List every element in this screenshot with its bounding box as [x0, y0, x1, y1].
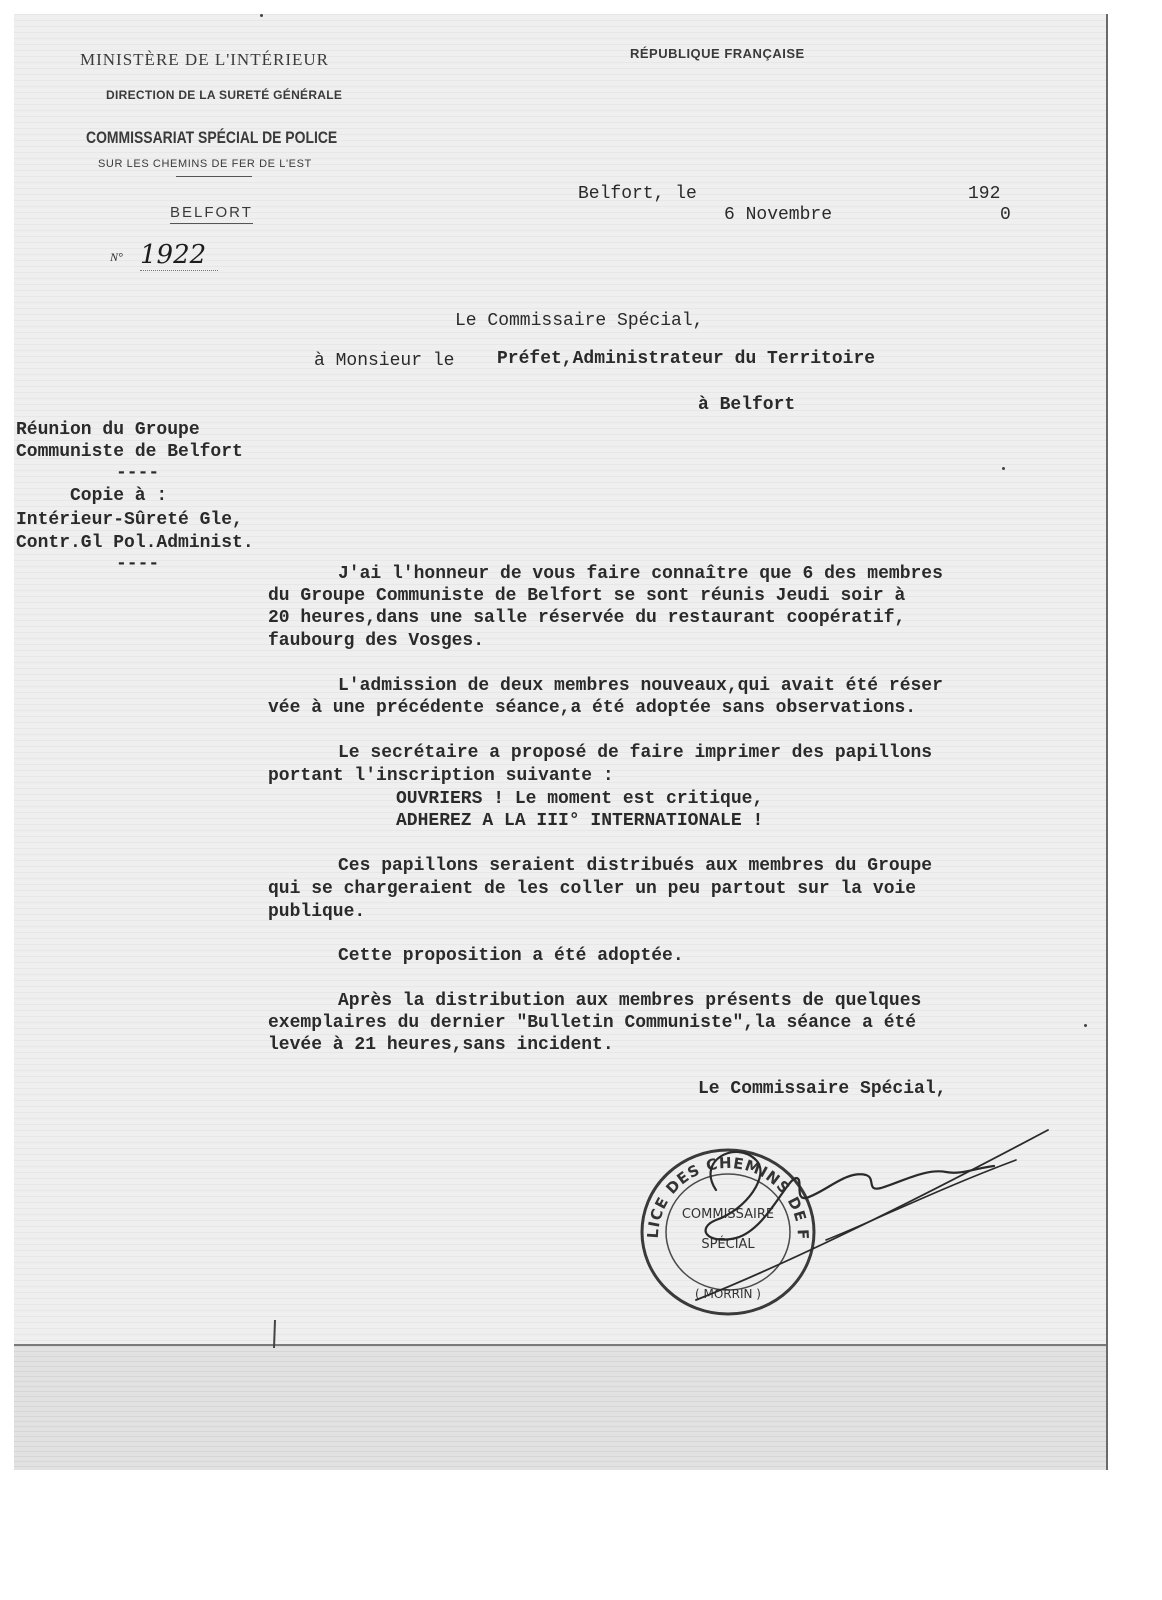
date-year-digit: 0 — [1000, 205, 1011, 225]
date-place: Belfort, le — [578, 184, 697, 204]
date-year-print: 192 — [968, 184, 1001, 204]
body-line: Le secrétaire a proposé de faire imprimer des papillons — [338, 743, 933, 763]
railway-heading: SUR LES CHEMINS DE FER DE L'EST — [98, 158, 312, 170]
copy-recipient-2: Contr.Gl Pol.Administ. — [16, 533, 254, 553]
body-line: 20 heures,dans une salle réservée du restaurant coopératif, — [268, 608, 906, 628]
recipient-name: Préfet,Administrateur du Territoire — [497, 349, 876, 369]
body-line: levée à 21 heures,sans incident. — [268, 1035, 614, 1055]
body-line: faubourg des Vosges. — [268, 631, 485, 651]
copy-recipient-1: Intérieur-Sûreté Gle, — [16, 510, 243, 530]
body-line: vée à une précédente séance,a été adoptée sans observations. — [268, 698, 917, 718]
body-line: du Groupe Communiste de Belfort se sont réunis Jeudi soir à — [268, 586, 906, 606]
ministry-heading: MINISTÈRE DE L'INTÉRIEUR — [80, 50, 329, 69]
sender-line: Le Commissaire Spécial, — [455, 311, 704, 331]
margin-separator-2: ---- — [116, 554, 160, 574]
body-line: Cette proposition a été adoptée. — [338, 946, 684, 966]
recipient-place: à Belfort — [698, 395, 796, 415]
scan-background — [14, 1346, 1106, 1470]
body-line: publique. — [268, 902, 366, 922]
number-label: N° — [110, 250, 123, 264]
stamp-bottom-text: ( MORRIN ) — [695, 1287, 761, 1301]
city-heading: BELFORT — [170, 204, 253, 224]
closing-signatory: Le Commissaire Spécial, — [698, 1079, 947, 1099]
scan-speck — [1084, 1024, 1087, 1027]
ornament-divider — [176, 176, 252, 177]
scan-speck — [260, 14, 263, 17]
direction-heading: DIRECTION DE LA SURETÉ GÉNÉRALE — [106, 88, 343, 102]
body-line: exemplaires du dernier "Bulletin Communiste",la séance a été — [268, 1013, 917, 1033]
scan-speck — [1002, 467, 1005, 470]
republic-heading: RÉPUBLIQUE FRANÇAISE — [630, 46, 805, 61]
slogan-line: OUVRIERS ! Le moment est critique, — [396, 789, 764, 809]
margin-separator-1: ---- — [116, 463, 160, 483]
body-line: L'admission de deux membres nouveaux,qui avait été réser — [338, 676, 943, 696]
body-line: J'ai l'honneur de vous faire connaître que 6 des membres — [338, 564, 943, 584]
body-line: qui se chargeraient de les coller un peu partout sur la voie — [268, 879, 917, 899]
stamp-line-2: SPÉCIAL — [701, 1237, 755, 1252]
date-day-month: 6 Novembre — [724, 205, 833, 225]
copy-label: Copie à : — [70, 486, 168, 506]
slogan-line: ADHEREZ A LA III° INTERNATIONALE ! — [396, 811, 764, 831]
recipient-prefix: à Monsieur le — [314, 351, 455, 371]
body-line: Après la distribution aux membres présents de quelques — [338, 991, 922, 1011]
handwritten-signature — [676, 1120, 1056, 1320]
body-line: Ces papillons seraient distribués aux membres du Groupe — [338, 856, 933, 876]
stamp-line-1: COMMISSAIRE — [681, 1207, 775, 1222]
number-value: 1922 — [140, 240, 218, 271]
subject-line-1: Réunion du Groupe — [16, 420, 200, 440]
stamp-outer-text: LICE DES CHEMINS DE F — [643, 1153, 813, 1241]
scan-mark — [270, 1318, 280, 1352]
subject-line-2: Communiste de Belfort — [16, 442, 243, 462]
commissariat-heading: COMMISSARIAT SPÉCIAL DE POLICE — [86, 128, 338, 147]
body-line: portant l'inscription suivante : — [268, 766, 614, 786]
